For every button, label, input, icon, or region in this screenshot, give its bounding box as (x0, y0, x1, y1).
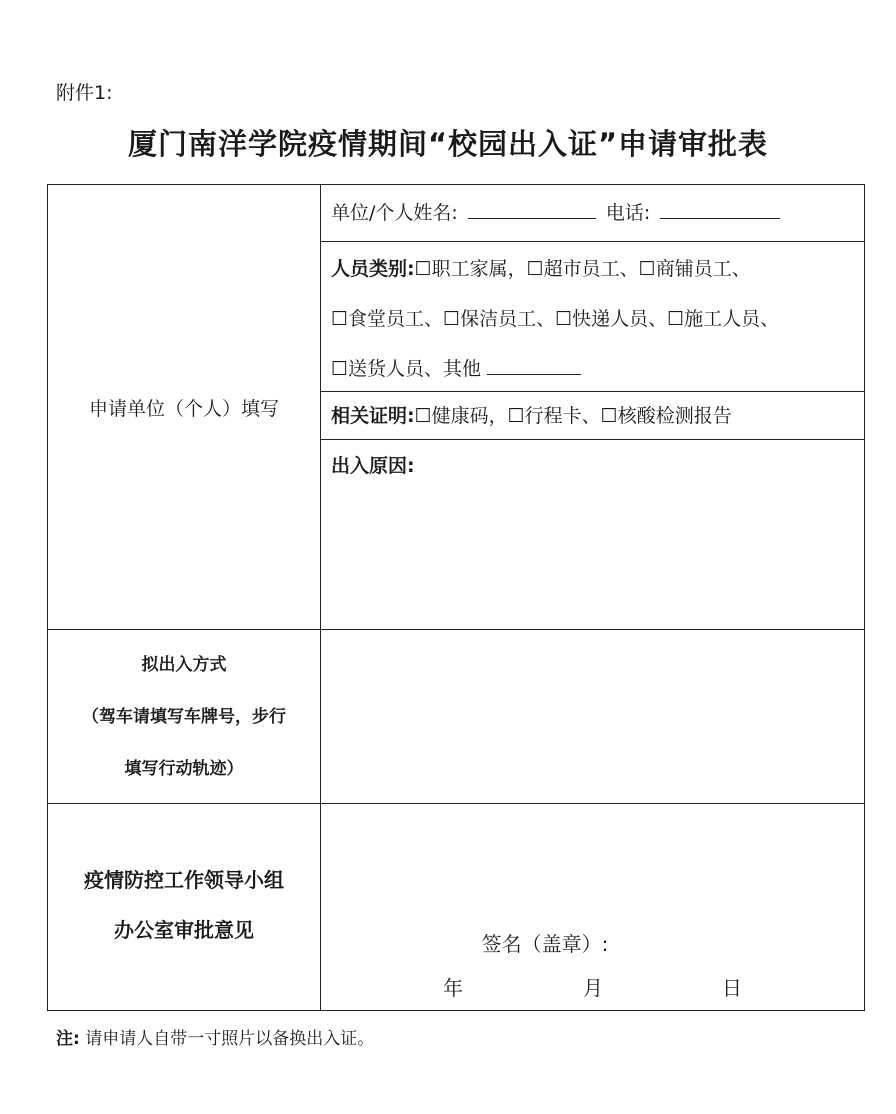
category-cell (322, 244, 864, 390)
note-text: 请申请人自带一寸照片以备换出入证。 (85, 1029, 375, 1049)
proof-options[interactable]: ☐健康码，☐行程卡、☐核酸检测报告 (414, 405, 732, 427)
phone-label: 电话: (605, 202, 651, 224)
category-line-1 (331, 244, 864, 294)
proof-label: 相关证明: (331, 405, 415, 427)
applicant-section-label: 申请单位（个人）填写 (88, 397, 279, 420)
row-divider (321, 241, 864, 242)
approval-section-label: 疫情防控工作领导小组 办公室审批意见 (84, 868, 284, 942)
year-label: 年 (443, 976, 463, 1000)
note-label: 注: (56, 1029, 80, 1049)
footnote (56, 1024, 374, 1049)
application-form-table (47, 184, 865, 1011)
reason-row[interactable] (322, 441, 864, 491)
name-phone-row (322, 188, 864, 238)
reason-label: 出入原因: (331, 455, 415, 477)
method-section-label: 拟出入方式 （驾车请填写车牌号，步行 填写行动轨迹） (82, 655, 286, 779)
section-divider (48, 629, 864, 630)
column-divider (320, 185, 321, 1010)
name-field[interactable] (468, 200, 596, 219)
signature-label: 签名（盖章）: (481, 932, 609, 956)
category-options-1[interactable]: ☐职工家属，☐超市员工、☐商铺员工、 (414, 258, 751, 280)
category-options-2[interactable]: ☐食堂员工、☐保洁员工、☐快递人员、☐施工人员、 (331, 308, 780, 330)
day-label: 日 (722, 976, 742, 1000)
proof-row (322, 391, 864, 441)
category-line-3 (331, 344, 864, 394)
method-field[interactable] (322, 631, 864, 803)
attachment-label: 附件1: (56, 82, 113, 104)
category-label: 人员类别: (331, 258, 415, 280)
month-label: 月 (583, 976, 603, 1000)
name-label: 单位/个人姓名: (331, 202, 458, 224)
form-title: 厦门南洋学院疫情期间“校园出入证”申请审批表 (127, 127, 769, 161)
section-divider (48, 803, 864, 804)
other-field[interactable] (487, 356, 581, 375)
phone-field[interactable] (660, 200, 780, 219)
category-options-3[interactable]: ☐送货人员、其他 (331, 358, 482, 380)
